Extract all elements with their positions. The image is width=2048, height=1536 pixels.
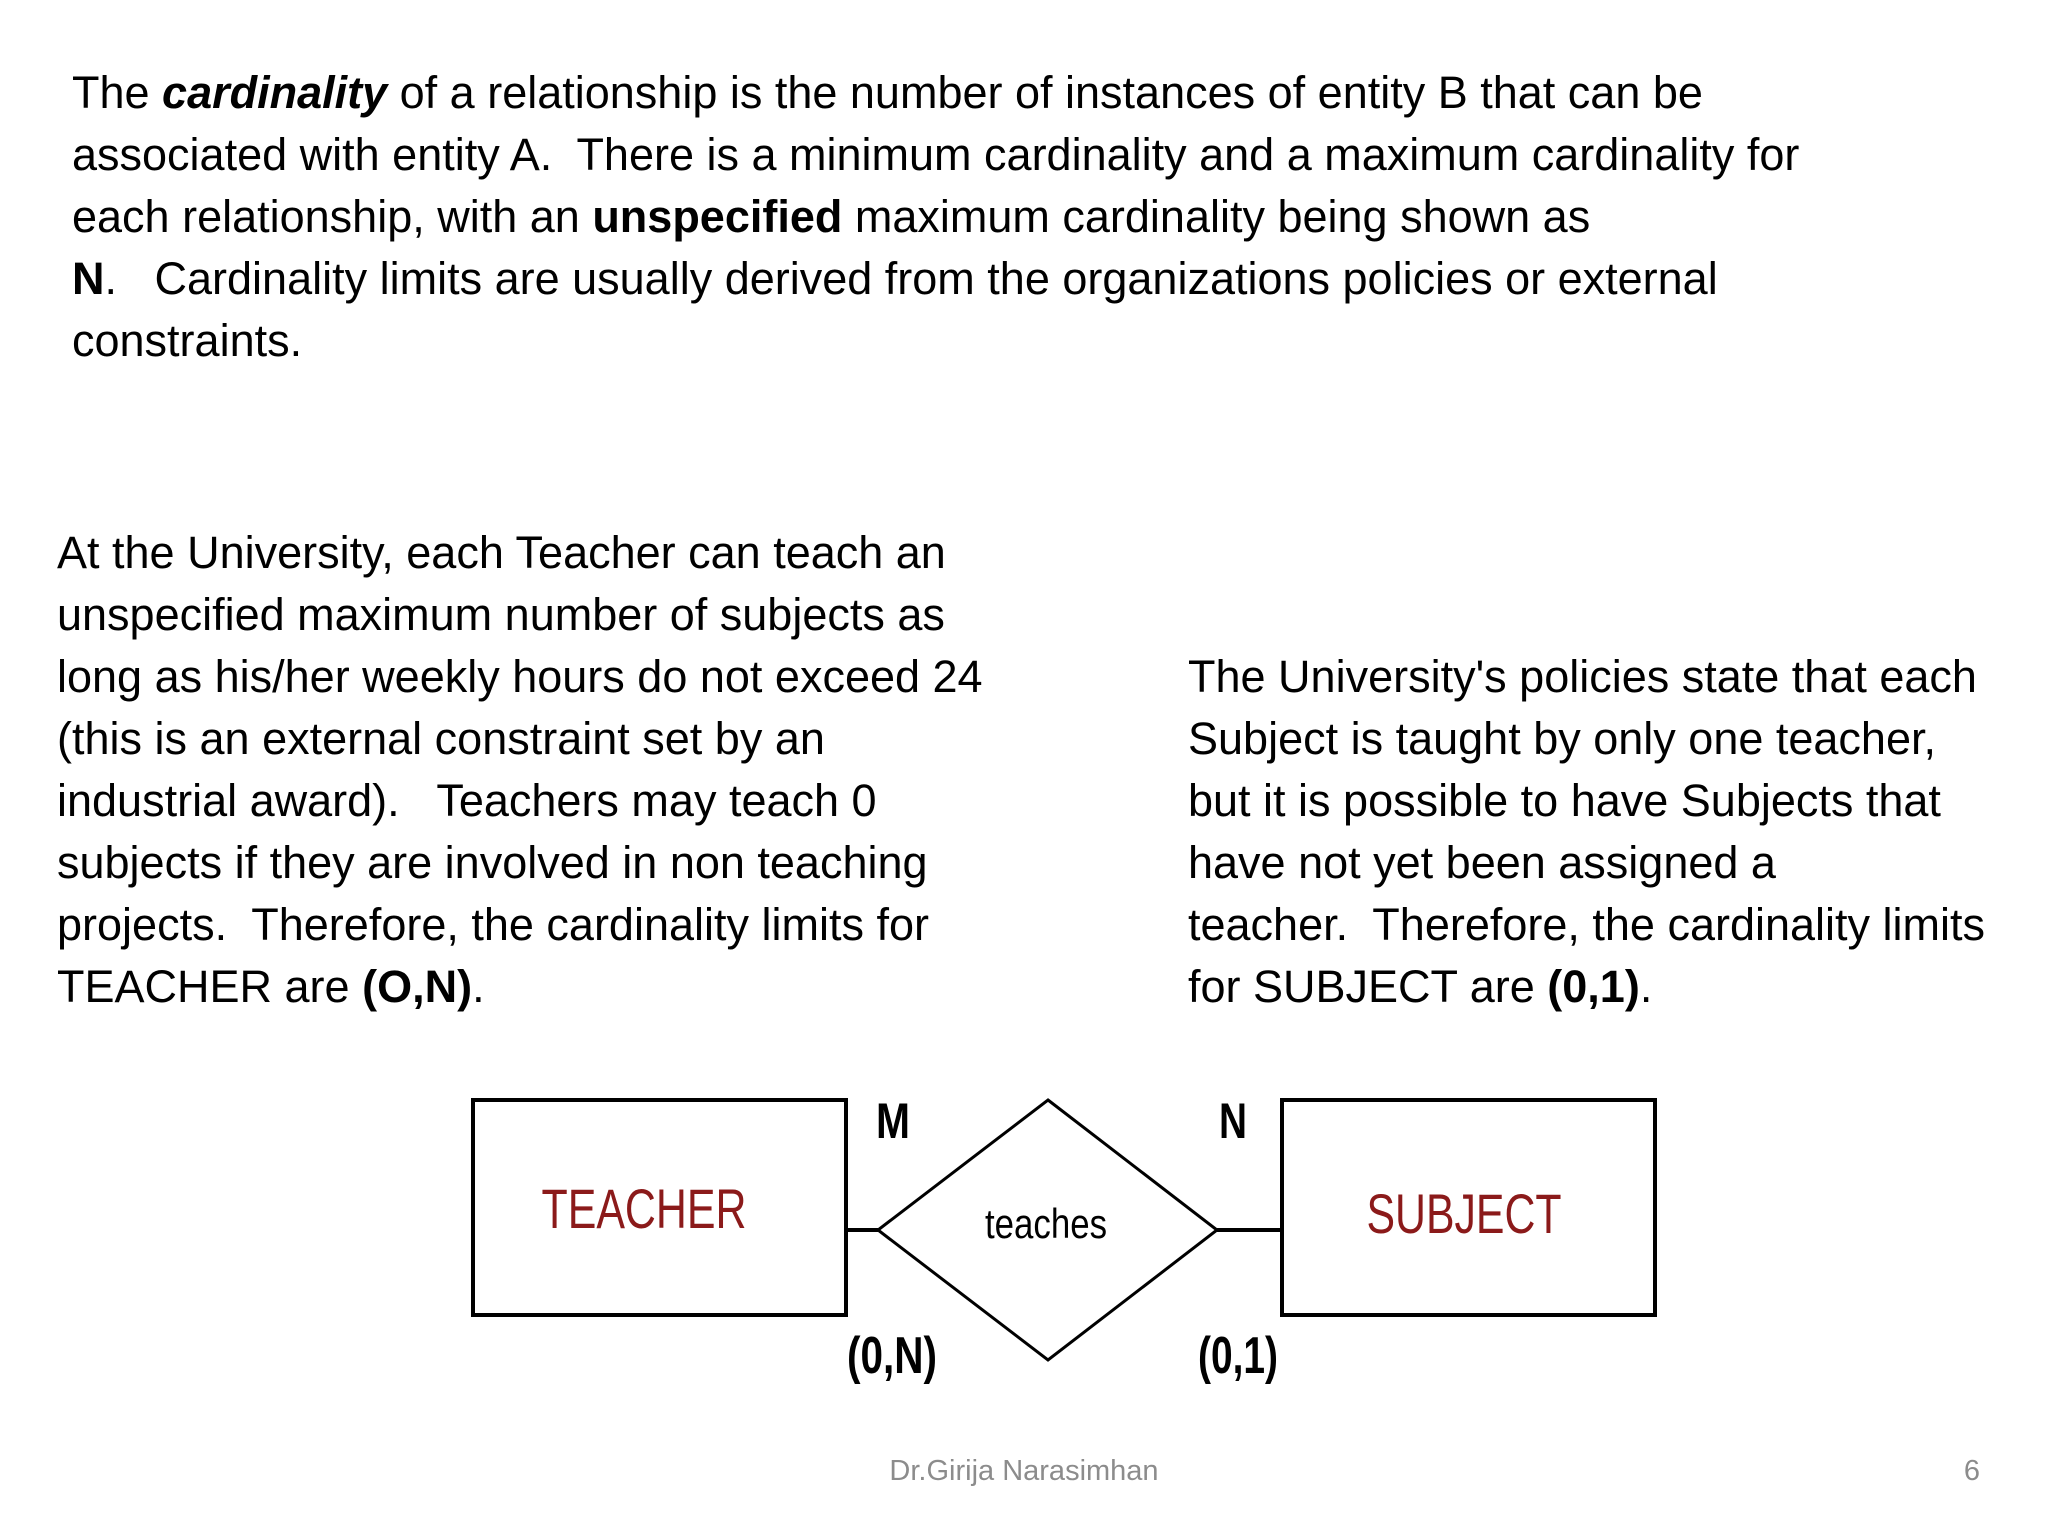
relationship-label: teaches bbox=[985, 1200, 1107, 1247]
term-n: N bbox=[72, 253, 105, 304]
subject-line-last: for SUBJECT are (0,1). bbox=[1188, 961, 1653, 1012]
intro-paragraph bbox=[72, 62, 1972, 372]
teacher-line: projects. Therefore, the cardinality limits for bbox=[57, 899, 930, 950]
term-unspecified: unspecified bbox=[592, 191, 843, 242]
subject-paragraph bbox=[1188, 646, 2038, 1018]
teacher-line: subjects if they are involved in non teaching bbox=[57, 837, 928, 888]
multiplicity-m: M bbox=[876, 1093, 910, 1149]
teacher-line: At the University, each Teacher can teach an bbox=[57, 527, 946, 578]
teacher-line: (this is an external constraint set by an bbox=[57, 713, 825, 764]
intro-line-3: each relationship, with an unspecified maximum cardinality being shown as bbox=[72, 191, 1591, 242]
intro-line-2: associated with entity A. There is a minimum cardinality and a maximum cardinality for bbox=[72, 129, 1800, 180]
subject-line: The University's policies state that each bbox=[1188, 651, 1977, 702]
subject-line: but it is possible to have Subjects that bbox=[1188, 775, 1941, 826]
cardinality-subject: (0,1) bbox=[1198, 1327, 1278, 1385]
subject-cardinality: (0,1) bbox=[1547, 961, 1640, 1012]
subject-line: Subject is taught by only one teacher, bbox=[1188, 713, 1936, 764]
page-number: 6 bbox=[1963, 1455, 1980, 1487]
intro-line-4: N. Cardinality limits are usually derived from the organizations policies or external bbox=[72, 253, 1718, 304]
subject-entity-label: SUBJECT bbox=[1366, 1182, 1562, 1245]
footer-author: Dr.Girija Narasimhan bbox=[889, 1455, 1159, 1487]
teacher-line: unspecified maximum number of subjects as bbox=[57, 589, 945, 640]
subject-line: teacher. Therefore, the cardinality limits bbox=[1188, 899, 1986, 950]
term-cardinality: cardinality bbox=[162, 67, 388, 118]
intro-line-5: constraints. bbox=[72, 315, 303, 366]
teacher-line: long as his/her weekly hours do not exceed 24 bbox=[57, 651, 983, 702]
multiplicity-n: N bbox=[1219, 1093, 1247, 1149]
intro-line-1: The cardinality of a relationship is the number of instances of entity B that can be bbox=[72, 67, 1703, 118]
er-diagram bbox=[460, 1085, 1680, 1415]
subject-line: have not yet been assigned a bbox=[1188, 837, 1776, 888]
teacher-line: industrial award). Teachers may teach 0 bbox=[57, 775, 877, 826]
teacher-line-last: TEACHER are (O,N). bbox=[57, 961, 485, 1012]
teacher-cardinality: (O,N) bbox=[362, 961, 473, 1012]
teacher-entity-label: TEACHER bbox=[541, 1177, 747, 1240]
teacher-paragraph bbox=[57, 522, 1137, 1018]
cardinality-teacher: (0,N) bbox=[847, 1327, 937, 1385]
